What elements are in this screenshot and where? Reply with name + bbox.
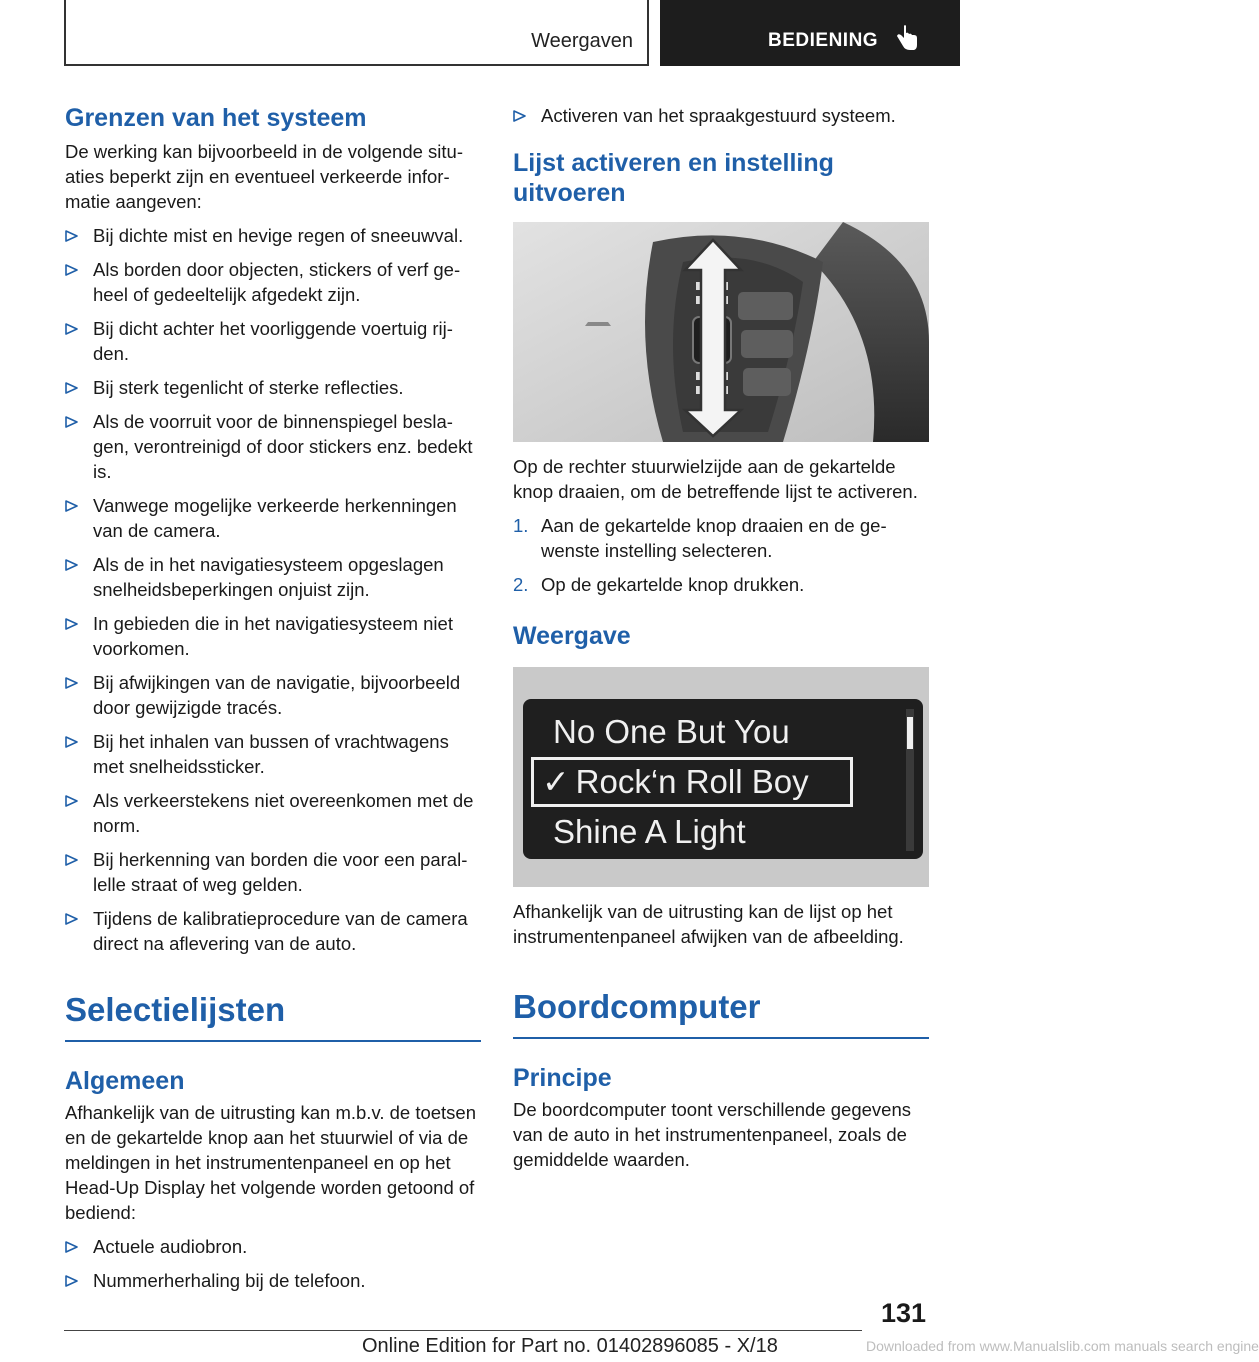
step-text: Aan de gekartelde knop draaien en de gewenste instelling selecteren. xyxy=(541,515,887,561)
step-number: 1. xyxy=(513,515,529,536)
display-scrollbar-thumb xyxy=(907,717,913,749)
list-item xyxy=(65,316,481,366)
watermark: Downloaded from www.Manualslib.com manuals search engine xyxy=(866,1338,1259,1354)
heading-board-computer: Boordcomputer xyxy=(513,988,761,1025)
heading-display: Weergave xyxy=(513,622,631,650)
left-column xyxy=(65,103,481,1293)
list-item xyxy=(65,1234,481,1259)
display-item xyxy=(553,807,873,857)
display-item-text: Shine A Light xyxy=(553,813,746,850)
activate-text: Op de rechter stuurwielzijde aan de gekartelde knop draaien, om de betreffende lijst te activeren. xyxy=(513,456,918,502)
heading-activate-list: Lijst activeren en instelling uitvoeren xyxy=(513,149,834,207)
list-item xyxy=(65,257,481,307)
list-item xyxy=(65,729,481,779)
display-figure xyxy=(513,667,929,887)
step-number: 2. xyxy=(513,574,529,595)
bullet-triangle-icon xyxy=(65,264,78,276)
list-item xyxy=(65,223,481,248)
general-list xyxy=(65,1234,481,1293)
list-item xyxy=(513,103,929,128)
steering-wheel-figure xyxy=(513,222,929,442)
list-item xyxy=(65,493,481,543)
list-item-text: Als de voorruit voor de binnenspiegel beslagen, verontreinigd of door stickers enz. bedekt is. xyxy=(93,411,473,482)
list-item xyxy=(65,409,481,484)
list-item-text: Tijdens de kalibratieprocedure van de camera direct na aflevering van de auto. xyxy=(93,908,468,954)
footer-rule xyxy=(64,1330,862,1331)
list-item xyxy=(65,847,481,897)
list-item-text: Bij herkenning van borden die voor een parallelle straat of weg gelden. xyxy=(93,849,468,895)
list-item-text: Als borden door objecten, stickers of verf geheel of gedeeltelijk afgedekt zijn. xyxy=(93,259,461,305)
list-item xyxy=(65,788,481,838)
limits-list xyxy=(65,223,481,956)
list-item-text: Vanwege mogelijke verkeerde herkenningen van de camera. xyxy=(93,495,457,541)
display-item-text: Rock‘n Roll Boy xyxy=(575,763,809,800)
section-rule xyxy=(65,1040,481,1042)
step-item xyxy=(513,513,929,563)
list-item xyxy=(65,375,481,400)
heading-general: Algemeen xyxy=(65,1067,185,1095)
list-item-text: Bij afwijkingen van de navigatie, bijvoorbeeld door gewijzigde tracés. xyxy=(93,672,461,718)
display-list xyxy=(542,707,873,857)
bullet-triangle-icon xyxy=(65,677,78,689)
bullet-triangle-icon xyxy=(65,416,78,428)
display-item-selected xyxy=(531,757,853,807)
voice-list xyxy=(513,103,929,128)
header-chapter-label: BEDIENING xyxy=(768,30,879,51)
list-item xyxy=(65,611,481,661)
steps-list xyxy=(513,513,929,597)
header-chapter-tab xyxy=(660,0,960,66)
display-text: Afhankelijk van de uitrusting kan de lijst op het instrumentenpaneel afwijken van de afbeelding. xyxy=(513,901,904,947)
list-item-text: Bij dicht achter het voorliggende voertuig rijden. xyxy=(93,318,453,364)
section-rule-right xyxy=(513,1037,929,1039)
bullet-triangle-icon xyxy=(65,1275,78,1287)
bullet-triangle-icon xyxy=(65,559,78,571)
bullet-triangle-icon xyxy=(65,1241,78,1253)
page-number: 131 xyxy=(880,1298,926,1328)
step-item xyxy=(513,572,929,597)
right-column xyxy=(513,103,929,1172)
limits-intro: De werking kan bijvoorbeeld in de volgende situaties beperkt zijn en eventueel verkeerde informatie aangeven: xyxy=(65,141,463,212)
bullet-triangle-icon xyxy=(65,913,78,925)
bullet-triangle-icon xyxy=(65,795,78,807)
bullet-triangle-icon xyxy=(65,323,78,335)
header-section-tab xyxy=(64,0,649,66)
list-item xyxy=(65,552,481,602)
list-item-text: Als verkeerstekens niet overeenkomen met de norm. xyxy=(93,790,474,836)
list-item xyxy=(65,906,481,956)
header-section-label: Weergaven xyxy=(531,30,633,52)
display-scrollbar xyxy=(906,709,914,851)
step-text: Op de gekartelde knop drukken. xyxy=(541,574,805,595)
bullet-triangle-icon xyxy=(65,230,78,242)
bullet-triangle-icon xyxy=(65,500,78,512)
heading-system-limits: Grenzen van het systeem xyxy=(65,104,367,132)
list-item xyxy=(65,1268,481,1293)
list-item-text: In gebieden die in het navigatiesysteem niet voorkomen. xyxy=(93,613,453,659)
bullet-triangle-icon xyxy=(65,854,78,866)
hand-pointer-icon xyxy=(895,24,919,52)
list-item-text: Activeren van het spraakgestuurd systeem. xyxy=(541,105,896,126)
list-item-text: Als de in het navigatiesysteem opgeslagen snelheidsbeperkingen onjuist zijn. xyxy=(93,554,444,600)
display-screen xyxy=(523,699,923,859)
principle-text: De boordcomputer toont verschillende gegevens van de auto in het instrumentenpaneel, zoals de gemiddelde waarden. xyxy=(513,1099,911,1170)
display-item-text: No One But You xyxy=(553,713,790,750)
list-item-text: Bij het inhalen van bussen of vrachtwagens met snelheidssticker. xyxy=(93,731,449,777)
list-item-text: Bij dichte mist en hevige regen of sneeuwval. xyxy=(93,225,464,246)
bullet-triangle-icon xyxy=(65,736,78,748)
bullet-triangle-icon xyxy=(65,618,78,630)
list-item-text: Actuele audiobron. xyxy=(93,1236,248,1257)
list-item-text: Nummerherhaling bij de telefoon. xyxy=(93,1270,366,1291)
heading-principle: Principe xyxy=(513,1064,612,1092)
general-text: Afhankelijk van de uitrusting kan m.b.v. de toetsen en de gekartelde knop aan het stuurwiel of via de meldingen in het instrumentenpaneel en op het Head-Up Display het volgende worden getoond of bediend: xyxy=(65,1102,477,1223)
list-item-text: Bij sterk tegenlicht of sterke reflecties. xyxy=(93,377,404,398)
heading-selection-lists: Selectielijsten xyxy=(65,991,286,1028)
display-item xyxy=(553,707,873,757)
bullet-triangle-icon xyxy=(513,110,526,122)
footer-edition: Online Edition for Part no. 01402896085 - X/18 xyxy=(362,1335,778,1357)
bullet-triangle-icon xyxy=(65,382,78,394)
steering-wheel-image xyxy=(513,222,929,442)
check-icon: ✓ xyxy=(542,763,570,800)
list-item xyxy=(65,670,481,720)
